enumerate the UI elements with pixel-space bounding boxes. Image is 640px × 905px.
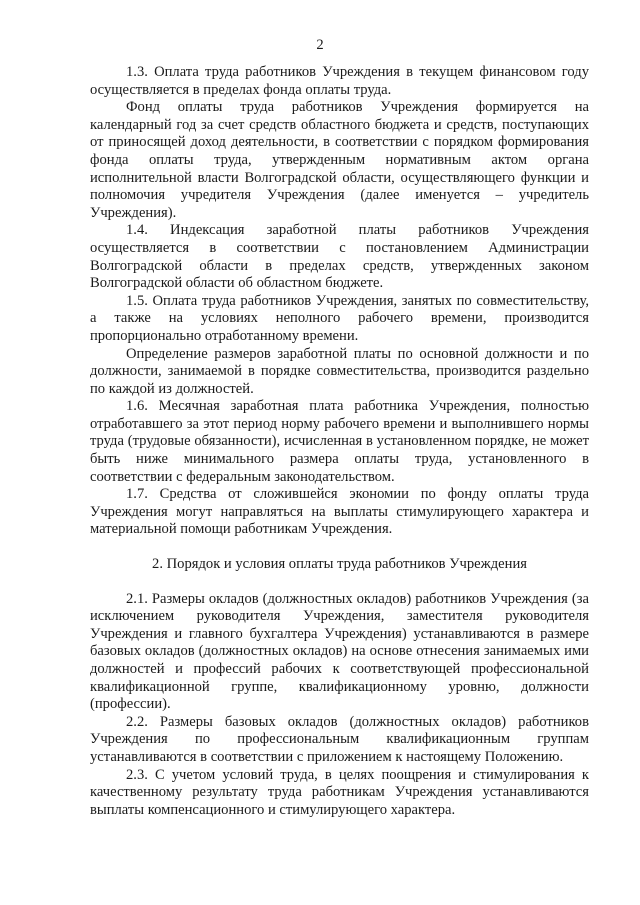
document-body	[90, 64, 589, 819]
paragraph-2-2: 2.2. Размеры базовых окладов (должностных окладов) работников Учреждения по профессиональным квалификационным группам устанавливаются в соответствии с приложением к настоящему Положению.	[90, 713, 589, 765]
paragraph-2-3: 2.3. С учетом условий труда, в целях поощрения и стимулирования к качественному результату труда работникам Учреждения устанавливаются выплаты компенсационного и стимулирующего характера.	[90, 766, 589, 818]
paragraph-2-1: 2.1. Размеры окладов (должностных окладов) работников Учреждения (за исключением руководителя Учреждения, заместителя руководителя Учреждения и главного бухгалтера Учреждения) устанавливаются в размере базовых окладов (должностных окладов) на основе отнесения занимаемых ими должностей и профессий рабочих к соответствующей профессиональной квалификационной группе, квалификационному уровню, должности (профессии).	[90, 590, 589, 713]
section-2-heading: 2. Порядок и условия оплаты труда работников Учреждения	[152, 556, 527, 573]
page-number: 2	[316, 37, 324, 53]
paragraph-1-7: 1.7. Средства от сложившейся экономии по фонду оплаты труда Учреждения могут направляться на выплаты стимулирующего характера и материальной помощи работникам Учреждения.	[90, 486, 589, 538]
paragraph-1-4: 1.4. Индексация заработной платы работников Учреждения осуществляется в соответствии с постановлением Администрации Волгоградской области в пределах средств, утвержденных законом Волгоградской области об областном бюджете.	[90, 222, 589, 292]
paragraph-1-3: 1.3. Оплата труда работников Учреждения в текущем финансовом году осуществляется в пределах фонда оплаты труда.	[90, 64, 589, 98]
paragraph-fund: Фонд оплаты труда работников Учреждения формируется на календарный год за счет средств областного бюджета и средств, поступающих от приносящей доход деятельности, в соответствии с порядком формирования фонда оплаты труда, утвержденным нормативным актом органа исполнительной власти Волгоградской области, осуществляющего функции и полномочия учредителя Учреждения (далее именуется – учредитель Учреждения).	[90, 99, 589, 221]
paragraph-1-6: 1.6. Месячная заработная плата работника Учреждения, полностью отработавшего за этот период норму рабочего времени и выполнившего нормы труда (трудовые обязанности), исчисленная в установленном порядке, не может быть ниже минимального размера оплаты труда, установленного в соответствии с федеральным законодательством.	[90, 398, 589, 485]
paragraph-salary-determination: Определение размеров заработной платы по основной должности и по должности, занимаемой в порядке совместительства, производится раздельно по каждой из должностей.	[90, 345, 589, 397]
paragraph-1-5: 1.5. Оплата труда работников Учреждения, занятых по совместительству, а также на условиях неполного рабочего времени, производится пропорционально отработанному времени.	[90, 292, 589, 344]
